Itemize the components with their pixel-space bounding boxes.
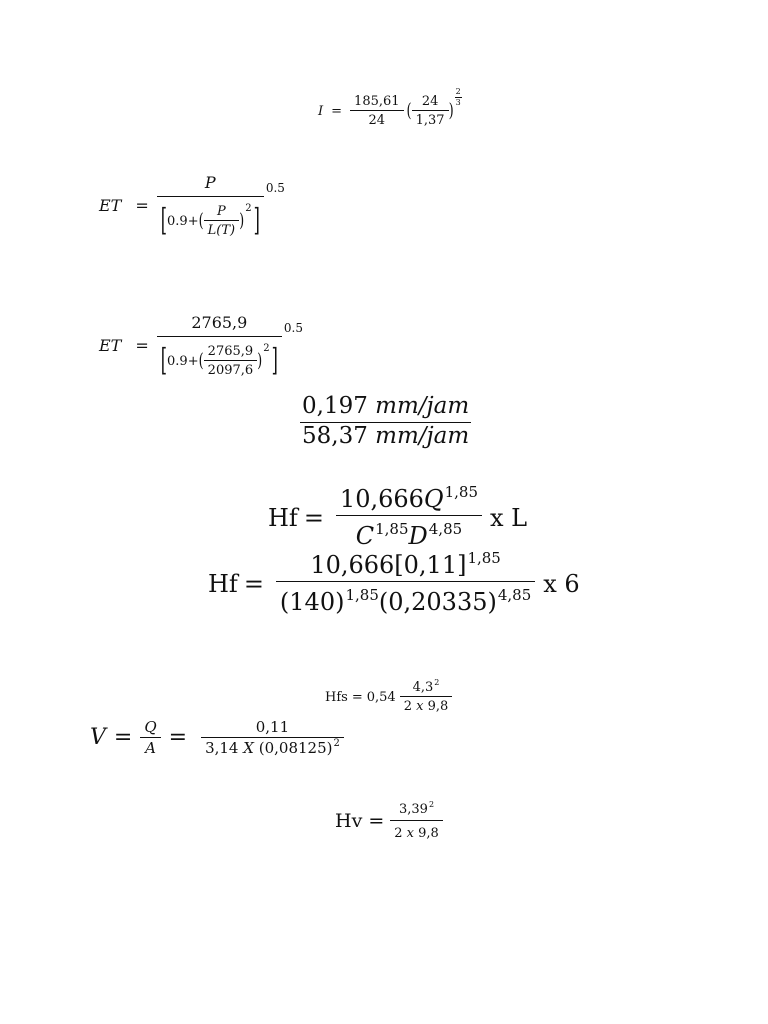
eq7-numerator	[409, 678, 444, 696]
eq4-den-unit: mm/jam	[375, 423, 470, 449]
eq1-exponent-denominator: 3	[455, 97, 461, 107]
eq6-equals: =	[243, 569, 264, 598]
eq1-close-paren: )	[448, 100, 454, 122]
eq3-exponent: 0.5	[283, 321, 303, 335]
eq8-den-b: (0,08125)	[258, 739, 333, 757]
eq1-inner-numerator: 24	[421, 94, 439, 109]
eq6-numerator	[306, 549, 505, 581]
eq6-num-main: 10,666[0,11]	[310, 551, 467, 579]
eq8-q-over-a	[140, 720, 160, 756]
eq6-den-a-exp: 1,85	[345, 586, 379, 604]
eq8-equals-1: =	[113, 725, 133, 750]
eq2-denominator	[157, 197, 264, 237]
eq9-num-exp: 2	[428, 800, 435, 809]
eq3-close-bracket: ]	[271, 342, 278, 379]
eq1-exponent-fraction	[455, 88, 462, 107]
eq4-den-value: 58,37	[302, 423, 368, 449]
eq3-square: 2	[263, 343, 270, 354]
eq7-den-b: 9,8	[427, 699, 449, 714]
eq7-lhs: Hfs	[325, 689, 348, 705]
eq1-inner-fraction	[412, 95, 449, 127]
eq1-numerator: 185,61	[354, 94, 400, 109]
eq2-inner-denominator: L(T)	[207, 223, 236, 238]
eq5-q: Q	[423, 485, 444, 513]
equation-et-symbolic	[99, 175, 285, 237]
eq6-mult: x 6	[543, 569, 580, 598]
eq3-base: 0.9+	[167, 353, 199, 369]
eq8-numerator: 0,11	[255, 718, 290, 736]
eq9-fraction	[390, 800, 443, 841]
eq9-den-a: 2	[394, 826, 403, 841]
eq7-num-exp: 2	[434, 678, 440, 687]
eq5-c: C	[355, 522, 375, 550]
eq3-lhs: ET	[99, 336, 122, 355]
eq2-close-paren: )	[239, 210, 245, 232]
eq5-coef: 10,666	[339, 485, 424, 513]
eq8-fraction	[201, 720, 344, 756]
eq3-open-bracket: [	[160, 342, 168, 379]
eq6-fraction	[276, 549, 535, 616]
eq9-numerator	[395, 800, 438, 820]
eq2-close-bracket: ]	[253, 202, 260, 239]
equation-hf-symbolic	[268, 483, 528, 550]
eq2-exponent: 0.5	[265, 181, 285, 195]
eq5-equals: =	[303, 503, 324, 532]
equation-ratio	[300, 393, 471, 452]
eq8-equals-2: =	[168, 725, 188, 750]
equation-velocity	[90, 720, 344, 756]
eq5-numerator	[336, 483, 482, 515]
eq8-den-exp: 2	[333, 738, 340, 749]
eq8-lhs: V	[90, 725, 106, 750]
eq1-denominator: 24	[368, 113, 386, 128]
eq5-denominator	[352, 516, 466, 548]
eq7-fraction	[400, 678, 453, 714]
eq4-fraction	[300, 393, 471, 452]
eq7-den-a: 2	[403, 699, 412, 714]
eq5-fraction	[336, 483, 482, 550]
eq3-inner-fraction	[204, 345, 258, 377]
eq6-denominator	[276, 582, 535, 614]
eq5-d-exp: 4,85	[428, 520, 463, 538]
eq3-open-paren: (	[198, 350, 204, 372]
eq9-den-x: x	[406, 826, 414, 841]
eq4-denominator	[300, 423, 471, 452]
eq6-den-b-exp: 4,85	[497, 586, 532, 604]
eq8-denominator	[201, 738, 344, 756]
eq3-close-paren: )	[257, 350, 263, 372]
eq9-lhs: Hv	[335, 810, 363, 832]
eq6-num-exp: 1,85	[467, 549, 501, 567]
eq2-inner-numerator: P	[217, 204, 226, 219]
eq5-mult: x L	[490, 503, 528, 532]
eq4-num-unit: mm/jam	[375, 393, 470, 419]
eq2-square: 2	[245, 203, 252, 214]
eq9-num: 3,39	[399, 802, 428, 817]
eq3-numerator: 2765,9	[191, 313, 248, 332]
eq2-open-bracket: [	[160, 202, 168, 239]
eq8-q: Q	[144, 718, 157, 736]
eq2-base: 0.9+	[167, 213, 199, 229]
eq8-a: A	[145, 739, 156, 757]
eq2-numerator: P	[204, 173, 216, 192]
eq3-equals: =	[135, 336, 149, 355]
eq1-exponent-numerator: 2	[455, 86, 461, 96]
eq7-equals: =	[351, 689, 363, 705]
equation-hfs	[325, 678, 452, 714]
eq2-open-paren: (	[198, 210, 204, 232]
eq4-numerator	[300, 393, 471, 422]
eq9-denominator	[390, 821, 443, 840]
eq2-lhs: ET	[99, 196, 122, 215]
equation-hf-numeric	[208, 549, 580, 616]
equation-et-numeric	[99, 315, 303, 377]
equation-hv	[335, 800, 443, 841]
eq9-equals: =	[368, 810, 385, 832]
eq5-d: D	[408, 522, 428, 550]
equation-intensity	[318, 86, 462, 128]
eq7-denominator	[400, 697, 453, 713]
eq3-denominator	[157, 337, 282, 377]
eq6-den-b: (0,20335)	[378, 588, 497, 616]
eq6-den-a: (140)	[279, 588, 345, 616]
eq4-num-value: 0,197	[302, 393, 368, 419]
eq5-lhs: Hf	[268, 503, 298, 532]
eq7-coef: 0,54	[366, 689, 396, 705]
eq3-fraction	[157, 315, 282, 377]
eq2-inner-fraction	[204, 205, 239, 237]
eq9-den-b: 9,8	[418, 826, 439, 841]
eq5-q-exp: 1,85	[444, 483, 478, 501]
eq2-fraction	[157, 175, 264, 237]
eq1-equals: =	[331, 103, 343, 119]
eq1-inner-denominator: 1,37	[415, 113, 445, 128]
eq5-c-exp: 1,85	[375, 520, 409, 538]
eq1-open-paren: (	[406, 100, 412, 122]
eq1-fraction	[350, 95, 404, 127]
eq6-lhs: Hf	[208, 569, 238, 598]
eq8-den-a: 3,14	[205, 739, 239, 757]
eq7-num: 4,3	[412, 680, 434, 695]
eq3-inner-denominator: 2097,6	[207, 363, 254, 378]
eq8-den-x: X	[243, 739, 254, 757]
eq3-inner-numerator: 2765,9	[207, 344, 254, 359]
eq7-den-x: x	[416, 699, 424, 714]
eq1-lhs: I	[318, 103, 324, 119]
eq2-equals: =	[135, 196, 149, 215]
